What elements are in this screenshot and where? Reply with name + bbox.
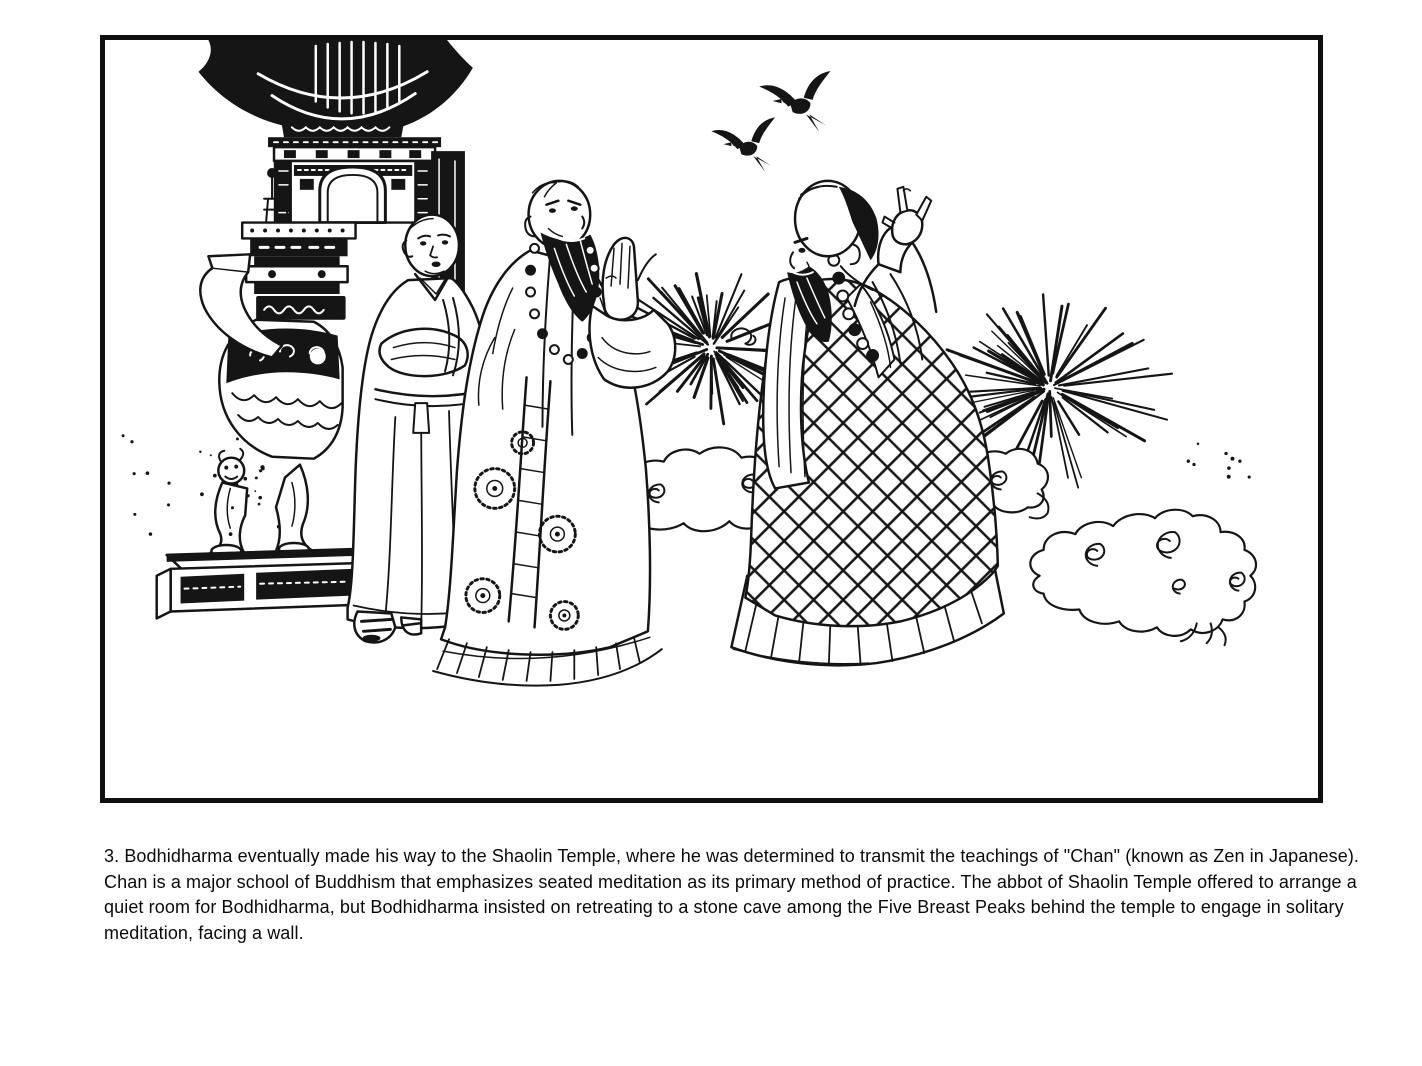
abbot-figure — [433, 181, 675, 686]
scroll-cloud — [1030, 510, 1256, 646]
illustration-frame — [100, 35, 1323, 803]
caption: 3. Bodhidharma eventually made his way to the Shaolin Temple, where he was determined to transmit the teachings of "Chan" (known as Zen in Japanese). Chan is a major school of Buddhism that emphasizes seated meditation as its primary method of practice. The abbot of Shaolin Temple offered to arrange a quiet room for Bodhidharma, but Bodhidharma insisted on retreating to a stone cave among the Five Breast Peaks behind the temple to engage in solitary meditation, facing a wall. — [104, 846, 1360, 943]
illustration-scene — [105, 40, 1318, 798]
bodhidharma-figure — [731, 181, 1003, 665]
bird-icon — [712, 117, 776, 172]
stipple-dots — [1187, 442, 1251, 478]
